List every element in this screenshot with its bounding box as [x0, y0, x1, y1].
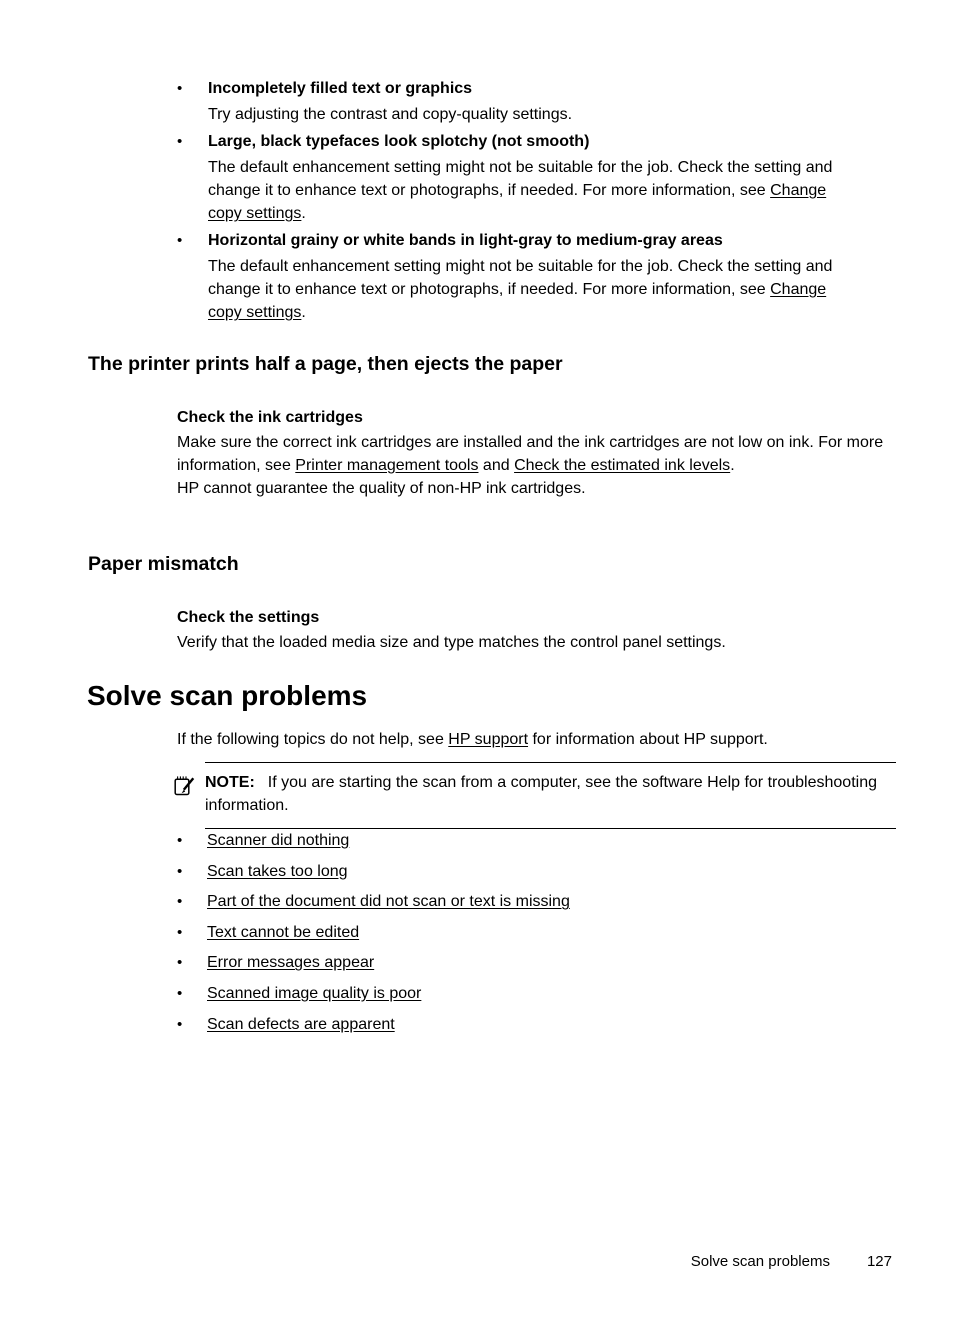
copy-issue-body [208, 156, 838, 225]
footer-page-number: 127 [866, 1253, 892, 1270]
copy-issue-content [208, 130, 838, 225]
bullet-icon: • [177, 893, 183, 911]
note-pencil-icon [174, 775, 195, 796]
link-change-copy-settings[interactable]: Change copy settings [208, 182, 827, 222]
bullet-icon: • [177, 832, 183, 849]
sub-heading-check-settings: Check the settings [177, 609, 320, 626]
text-run: The default enhancement setting might not be suitable for the job. Check the setting and change it to enhance text or photographs, if needed. For more information, see [208, 258, 833, 298]
bullet-icon: • [177, 923, 183, 941]
copy-issue-item [177, 77, 838, 126]
sub-heading-check-ink: Check the ink cartridges [177, 409, 363, 426]
scan-topic-item [177, 981, 877, 1008]
footer-section-title: Solve scan problems [690, 1253, 830, 1270]
scan-topic-item [177, 1012, 877, 1039]
copy-issues-list [177, 77, 838, 324]
bullet-icon: • [177, 80, 183, 97]
link-change-copy-settings[interactable]: Change copy settings [208, 281, 827, 321]
check-settings-block [177, 606, 887, 654]
link-text-cannot-be-edited[interactable]: Text cannot be edited [207, 923, 360, 941]
link-scanner-did-nothing[interactable]: Scanner did nothing [207, 832, 350, 849]
link-scan-defects-are-apparent[interactable]: Scan defects are apparent [207, 1015, 395, 1033]
section-heading-paper-mismatch: Paper mismatch [88, 553, 239, 575]
text-run: . [301, 304, 306, 321]
scan-topic-item [177, 950, 877, 977]
text-run: Make sure the correct ink cartridges are installed and the ink cartridges are not low on ink. For more information, see [177, 434, 884, 474]
scan-topic-item [177, 920, 877, 947]
copy-issue-body [208, 103, 572, 126]
text-run: HP cannot guarantee the quality of non-HP ink cartridges. [177, 480, 586, 497]
copy-issue-title: Incompletely filled text or graphics [208, 80, 473, 97]
text-run: Try adjusting the contrast and copy-quality settings. [208, 106, 573, 123]
text-run: for information about HP support. [528, 731, 768, 748]
link-part-of-the-document-did-not-scan-or-text-is-missing[interactable]: Part of the document did not scan or text is missing [207, 893, 570, 911]
solve-scan-intro [177, 728, 768, 751]
bullet-icon: • [177, 862, 183, 880]
chapter-heading-solve-scan: Solve scan problems [87, 680, 368, 711]
bullet-icon: • [177, 954, 183, 972]
text-run: . [301, 205, 306, 222]
scan-topic-item [177, 889, 877, 916]
copy-issue-item [177, 229, 838, 324]
bullet-icon: • [177, 984, 183, 1002]
text-run: If the following topics do not help, see [177, 731, 449, 748]
scan-topics-list [177, 828, 877, 1038]
text-run: Verify that the loaded media size and type matches the control panel settings. [177, 634, 726, 651]
bullet-icon: • [177, 133, 183, 150]
note-box [205, 762, 896, 829]
settings-paragraph [177, 631, 887, 654]
ink-paragraph-2 [177, 477, 887, 500]
copy-issue-content [208, 77, 572, 126]
link-check-the-estimated-ink-levels[interactable]: Check the estimated ink levels [514, 457, 731, 474]
ink-cartridges-block [177, 406, 887, 500]
copy-issue-title: Large, black typefaces look splotchy (not smooth) [208, 133, 590, 150]
copy-issue-content [208, 229, 838, 324]
bullet-icon: • [177, 1015, 183, 1033]
scan-topic-item [177, 828, 877, 855]
copy-issue-title: Horizontal grainy or white bands in light-gray to medium-gray areas [208, 232, 723, 249]
text-run: The default enhancement setting might not be suitable for the job. Check the setting and change it to enhance text or photographs, if needed. For more information, see [208, 159, 833, 199]
link-scan-takes-too-long[interactable]: Scan takes too long [207, 862, 348, 880]
text-run: . [730, 457, 735, 474]
note-text: If you are starting the scan from a computer, see the software Help for troubleshooting information. [205, 774, 877, 814]
link-hp-support[interactable]: HP support [448, 731, 529, 748]
link-error-messages-appear[interactable]: Error messages appear [207, 954, 375, 972]
scan-topic-item [177, 859, 877, 886]
bullet-icon: • [177, 232, 183, 249]
ink-paragraph [177, 431, 887, 477]
note-label: NOTE: [205, 774, 255, 791]
page-footer [691, 1252, 892, 1272]
text-run: and [478, 457, 515, 474]
section-heading-half-page: The printer prints half a page, then ejects the paper [88, 353, 563, 375]
copy-issue-body [208, 255, 838, 324]
copy-issue-item [177, 130, 838, 225]
link-scanned-image-quality-is-poor[interactable]: Scanned image quality is poor [207, 984, 422, 1002]
link-printer-management-tools[interactable]: Printer management tools [295, 457, 479, 474]
